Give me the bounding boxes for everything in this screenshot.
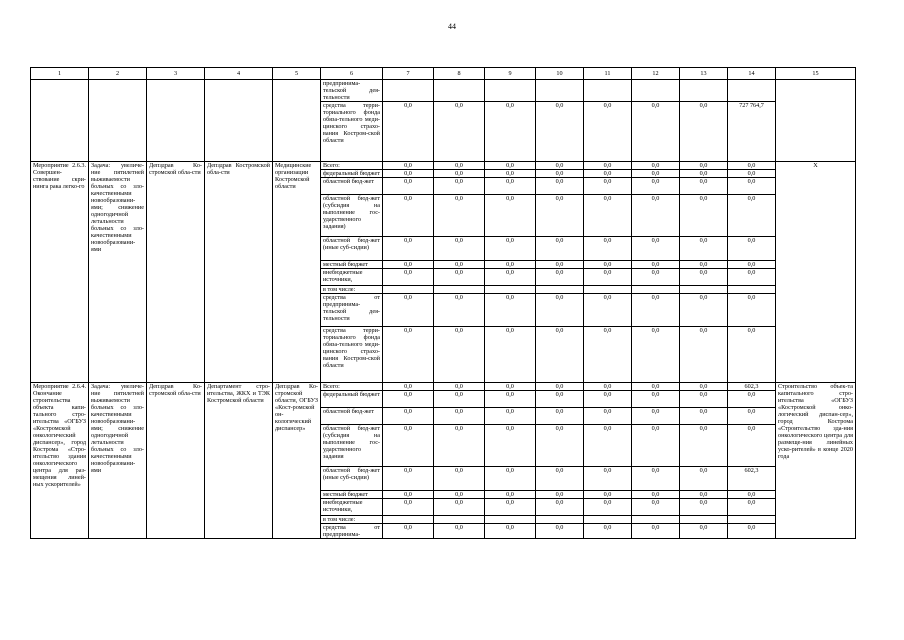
value-cell: 0,0 <box>632 524 680 539</box>
value-cell: 0,0 <box>485 524 536 539</box>
value-cell: 0,0 <box>434 425 485 467</box>
funding-source-cell: местный бюджет <box>321 491 383 499</box>
funding-source-cell: средства терри-ториального фонда обяза-тельного меди-цинского страхо-вания Костром-ской области <box>321 102 383 162</box>
value-cell: 0,0 <box>536 294 584 327</box>
value-cell: 0,0 <box>383 491 434 499</box>
value-cell: 0,0 <box>383 294 434 327</box>
value-cell: 0,0 <box>383 499 434 516</box>
value-cell: 0,0 <box>728 391 776 408</box>
value-cell <box>680 286 728 294</box>
value-cell <box>485 286 536 294</box>
table-row <box>31 80 856 102</box>
value-cell: 0,0 <box>536 425 584 467</box>
value-cell: 0,0 <box>383 383 434 391</box>
value-cell: 0,0 <box>536 467 584 491</box>
column-header-11: 11 <box>584 68 632 80</box>
value-cell <box>383 80 434 102</box>
column-header-4: 4 <box>205 68 273 80</box>
value-cell: 0,0 <box>383 524 434 539</box>
activity-name-cell: Мероприятие 2.6.3. Совершен-ствование скри-нинга рака легко-го <box>31 162 89 383</box>
value-cell <box>584 516 632 524</box>
funding-source-cell: средства от предпринима- <box>321 524 383 539</box>
value-cell: 0,0 <box>434 178 485 195</box>
value-cell: 0,0 <box>383 178 434 195</box>
column-header-14: 14 <box>728 68 776 80</box>
value-cell: 0,0 <box>680 261 728 269</box>
value-cell <box>584 80 632 102</box>
value-cell: 0,0 <box>536 237 584 261</box>
budget-table <box>30 67 856 539</box>
value-cell: 0,0 <box>383 408 434 425</box>
coexecutor-cell: Депздрав Костромской обла-сти <box>205 162 273 383</box>
value-cell <box>632 516 680 524</box>
value-cell: 0,0 <box>680 391 728 408</box>
value-cell: 0,0 <box>632 170 680 178</box>
value-cell: 0,0 <box>434 491 485 499</box>
funding-source-cell: в том числе: <box>321 516 383 524</box>
funding-source-cell: областной бюд-жет (субсидия на выполнение гос-ударственного задания <box>321 425 383 467</box>
value-cell <box>383 516 434 524</box>
value-cell: 0,0 <box>728 408 776 425</box>
value-cell: 0,0 <box>632 499 680 516</box>
value-cell: 0,0 <box>485 391 536 408</box>
value-cell: 0,0 <box>632 178 680 195</box>
value-cell: 0,0 <box>584 383 632 391</box>
value-cell: 0,0 <box>536 408 584 425</box>
value-cell: 0,0 <box>434 269 485 286</box>
value-cell: 0,0 <box>680 425 728 467</box>
value-cell: 0,0 <box>680 294 728 327</box>
value-cell: 0,0 <box>680 327 728 383</box>
value-cell: 0,0 <box>584 391 632 408</box>
value-cell: 0,0 <box>680 178 728 195</box>
value-cell <box>485 80 536 102</box>
value-cell: 0,0 <box>728 524 776 539</box>
value-cell: 0,0 <box>485 327 536 383</box>
value-cell <box>383 286 434 294</box>
value-cell: 0,0 <box>680 383 728 391</box>
value-cell: 0,0 <box>383 170 434 178</box>
column-header-5: 5 <box>273 68 321 80</box>
value-cell: 0,0 <box>383 195 434 237</box>
empty-cell <box>89 80 147 162</box>
value-cell: 0,0 <box>485 195 536 237</box>
value-cell: 0,0 <box>434 162 485 170</box>
column-header-3: 3 <box>147 68 205 80</box>
result-cell: Строительство объек-та капитального стро-ительства «ОГБУЗ «Костромской онко-логический диспан-сер», город Кострома «Строительство зда-ния онкологического центра для размеще-ния линейных уско-рителей» в конце 2020 года <box>776 383 856 539</box>
participant-cell: Медицинские организации Костромской области <box>273 162 321 383</box>
value-cell: 602,3 <box>728 467 776 491</box>
value-cell: 0,0 <box>434 261 485 269</box>
value-cell: 0,0 <box>728 425 776 467</box>
funding-source-cell: в том числе: <box>321 286 383 294</box>
value-cell: 0,0 <box>632 425 680 467</box>
value-cell: 0,0 <box>434 524 485 539</box>
value-cell <box>632 80 680 102</box>
value-cell: 0,0 <box>728 178 776 195</box>
value-cell: 0,0 <box>584 237 632 261</box>
value-cell: 0,0 <box>584 491 632 499</box>
value-cell: 0,0 <box>632 261 680 269</box>
value-cell: 0,0 <box>728 327 776 383</box>
column-header-13: 13 <box>680 68 728 80</box>
value-cell: 0,0 <box>536 383 584 391</box>
value-cell <box>536 516 584 524</box>
value-cell: 0,0 <box>536 170 584 178</box>
value-cell: 0,0 <box>383 261 434 269</box>
value-cell: 0,0 <box>680 162 728 170</box>
value-cell <box>584 286 632 294</box>
value-cell: 0,0 <box>536 391 584 408</box>
value-cell: 0,0 <box>728 162 776 170</box>
header-row <box>31 68 856 80</box>
value-cell: 0,0 <box>485 467 536 491</box>
value-cell: 0,0 <box>383 425 434 467</box>
value-cell: 0,0 <box>680 524 728 539</box>
result-cell: X <box>776 162 856 383</box>
value-cell: 0,0 <box>434 467 485 491</box>
value-cell: 0,0 <box>434 499 485 516</box>
result-cell <box>776 80 856 162</box>
column-header-1: 1 <box>31 68 89 80</box>
value-cell: 0,0 <box>632 383 680 391</box>
value-cell <box>434 80 485 102</box>
value-cell: 0,0 <box>485 102 536 162</box>
value-cell <box>728 286 776 294</box>
funding-source-cell: Всего: <box>321 383 383 391</box>
value-cell: 0,0 <box>584 178 632 195</box>
value-cell: 0,0 <box>632 237 680 261</box>
empty-cell <box>273 80 321 162</box>
funding-source-cell: областной бюд-жет <box>321 408 383 425</box>
column-header-7: 7 <box>383 68 434 80</box>
value-cell: 0,0 <box>485 170 536 178</box>
value-cell: 0,0 <box>536 178 584 195</box>
value-cell: 0,0 <box>728 294 776 327</box>
value-cell: 0,0 <box>434 170 485 178</box>
task-cell: Задача: увеличе-ние пятилетней выживаемости больных со зло-качественными новообразовани-ями; снижение одногодичной летальности больных со зло-качественными новообразовани-ями <box>89 162 147 383</box>
activity-name-cell: Мероприятие 2.6.4. Окончание строительства объекта капи-тального стро-ительства «ОГБУЗ «Костромской онкологический диспансер», город Кострома «Стро-ительство здания онкологического центра для раз-мещения линей-ных ускорителей» <box>31 383 89 539</box>
funding-source-cell: местный бюджет <box>321 261 383 269</box>
value-cell: 0,0 <box>485 408 536 425</box>
value-cell <box>680 516 728 524</box>
table-row <box>31 162 856 170</box>
value-cell: 0,0 <box>584 195 632 237</box>
value-cell: 0,0 <box>584 261 632 269</box>
value-cell: 0,0 <box>383 327 434 383</box>
value-cell <box>728 80 776 102</box>
value-cell: 0,0 <box>383 102 434 162</box>
task-cell: Задача: увеличе-ние пятилетней выживаемости больных со зло-качественными новообразовани-ями; снижение одногодичной летальности больных со зло-качественными новообразовани-ями <box>89 383 147 539</box>
value-cell <box>728 516 776 524</box>
value-cell: 0,0 <box>680 269 728 286</box>
value-cell: 0,0 <box>485 269 536 286</box>
column-header-2: 2 <box>89 68 147 80</box>
executor-cell: Депздрав Ко-стромской обла-сти <box>147 162 205 383</box>
value-cell: 0,0 <box>632 491 680 499</box>
value-cell: 0,0 <box>383 391 434 408</box>
value-cell: 0,0 <box>680 499 728 516</box>
value-cell: 0,0 <box>728 170 776 178</box>
value-cell: 0,0 <box>584 408 632 425</box>
value-cell: 0,0 <box>383 237 434 261</box>
value-cell: 0,0 <box>485 499 536 516</box>
value-cell: 0,0 <box>680 467 728 491</box>
value-cell: 0,0 <box>632 195 680 237</box>
value-cell <box>536 80 584 102</box>
value-cell: 0,0 <box>434 391 485 408</box>
column-header-9: 9 <box>485 68 536 80</box>
value-cell: 0,0 <box>485 491 536 499</box>
value-cell: 0,0 <box>485 383 536 391</box>
value-cell: 0,0 <box>485 294 536 327</box>
value-cell <box>632 286 680 294</box>
value-cell: 602,3 <box>728 383 776 391</box>
page-number: 44 <box>448 22 456 31</box>
funding-source-cell: внебюджетные источники, <box>321 269 383 286</box>
executor-cell: Депздрав Ко-стромской обла-сти <box>147 383 205 539</box>
value-cell: 0,0 <box>536 195 584 237</box>
value-cell: 0,0 <box>680 408 728 425</box>
value-cell: 0,0 <box>536 499 584 516</box>
value-cell: 0,0 <box>584 294 632 327</box>
value-cell: 727 764,7 <box>728 102 776 162</box>
value-cell: 0,0 <box>584 425 632 467</box>
value-cell: 0,0 <box>728 195 776 237</box>
column-header-8: 8 <box>434 68 485 80</box>
value-cell: 0,0 <box>383 269 434 286</box>
funding-source-cell: Всего: <box>321 162 383 170</box>
column-header-12: 12 <box>632 68 680 80</box>
value-cell <box>536 286 584 294</box>
value-cell: 0,0 <box>485 178 536 195</box>
column-header-15: 15 <box>776 68 856 80</box>
value-cell: 0,0 <box>536 261 584 269</box>
value-cell: 0,0 <box>632 408 680 425</box>
value-cell: 0,0 <box>584 327 632 383</box>
value-cell: 0,0 <box>485 261 536 269</box>
funding-source-cell: средства от предпринима-тельской дея-тельности <box>321 294 383 327</box>
value-cell: 0,0 <box>434 383 485 391</box>
value-cell <box>434 516 485 524</box>
column-header-10: 10 <box>536 68 584 80</box>
empty-cell <box>147 80 205 162</box>
value-cell: 0,0 <box>536 269 584 286</box>
funding-source-cell: средства терри-ториального фонда обяза-тельного меди-цинского страхо-вания Костром-ской области <box>321 327 383 383</box>
funding-source-cell: областной бюд-жет (субсидия на выполнение гос-ударственного задания) <box>321 195 383 237</box>
value-cell: 0,0 <box>728 261 776 269</box>
value-cell <box>434 286 485 294</box>
value-cell: 0,0 <box>536 162 584 170</box>
funding-source-cell: областной бюд-жет (иные суб-сидии) <box>321 467 383 491</box>
value-cell: 0,0 <box>680 170 728 178</box>
value-cell: 0,0 <box>536 524 584 539</box>
value-cell: 0,0 <box>632 162 680 170</box>
value-cell: 0,0 <box>632 327 680 383</box>
value-cell: 0,0 <box>632 102 680 162</box>
funding-source-cell: предпринима-тельской дея-тельности <box>321 80 383 102</box>
coexecutor-cell: Департамент стро-ительства, ЖКХ и ТЭК Костромской области <box>205 383 273 539</box>
value-cell: 0,0 <box>536 102 584 162</box>
value-cell: 0,0 <box>584 467 632 491</box>
value-cell: 0,0 <box>434 327 485 383</box>
value-cell: 0,0 <box>728 237 776 261</box>
table-row <box>31 383 856 391</box>
funding-source-cell: федеральный бюджет <box>321 391 383 408</box>
value-cell: 0,0 <box>728 491 776 499</box>
value-cell: 0,0 <box>536 327 584 383</box>
value-cell: 0,0 <box>680 491 728 499</box>
value-cell: 0,0 <box>383 162 434 170</box>
value-cell: 0,0 <box>536 491 584 499</box>
value-cell: 0,0 <box>434 102 485 162</box>
value-cell: 0,0 <box>632 467 680 491</box>
value-cell: 0,0 <box>632 294 680 327</box>
value-cell: 0,0 <box>728 499 776 516</box>
value-cell: 0,0 <box>680 102 728 162</box>
value-cell <box>680 80 728 102</box>
value-cell: 0,0 <box>584 524 632 539</box>
value-cell: 0,0 <box>584 162 632 170</box>
funding-source-cell: областной бюд-жет (иные суб-сидии) <box>321 237 383 261</box>
funding-source-cell: внебюджетные источники, <box>321 499 383 516</box>
value-cell: 0,0 <box>485 425 536 467</box>
value-cell: 0,0 <box>434 237 485 261</box>
value-cell: 0,0 <box>485 237 536 261</box>
value-cell: 0,0 <box>434 294 485 327</box>
funding-source-cell: федеральный бюджет <box>321 170 383 178</box>
value-cell: 0,0 <box>680 195 728 237</box>
empty-cell <box>205 80 273 162</box>
value-cell: 0,0 <box>434 195 485 237</box>
empty-cell <box>31 80 89 162</box>
value-cell: 0,0 <box>584 170 632 178</box>
value-cell: 0,0 <box>584 102 632 162</box>
value-cell <box>485 516 536 524</box>
value-cell: 0,0 <box>680 237 728 261</box>
participant-cell: Депздрав Ко-стромской области, ОГБУЗ «Кост-ромской он-кологический диспансер» <box>273 383 321 539</box>
value-cell: 0,0 <box>584 499 632 516</box>
value-cell: 0,0 <box>485 162 536 170</box>
value-cell: 0,0 <box>383 467 434 491</box>
value-cell: 0,0 <box>584 269 632 286</box>
column-header-6: 6 <box>321 68 383 80</box>
value-cell: 0,0 <box>632 269 680 286</box>
value-cell: 0,0 <box>728 269 776 286</box>
funding-source-cell: областной бюд-жет <box>321 178 383 195</box>
value-cell: 0,0 <box>632 391 680 408</box>
value-cell: 0,0 <box>434 408 485 425</box>
